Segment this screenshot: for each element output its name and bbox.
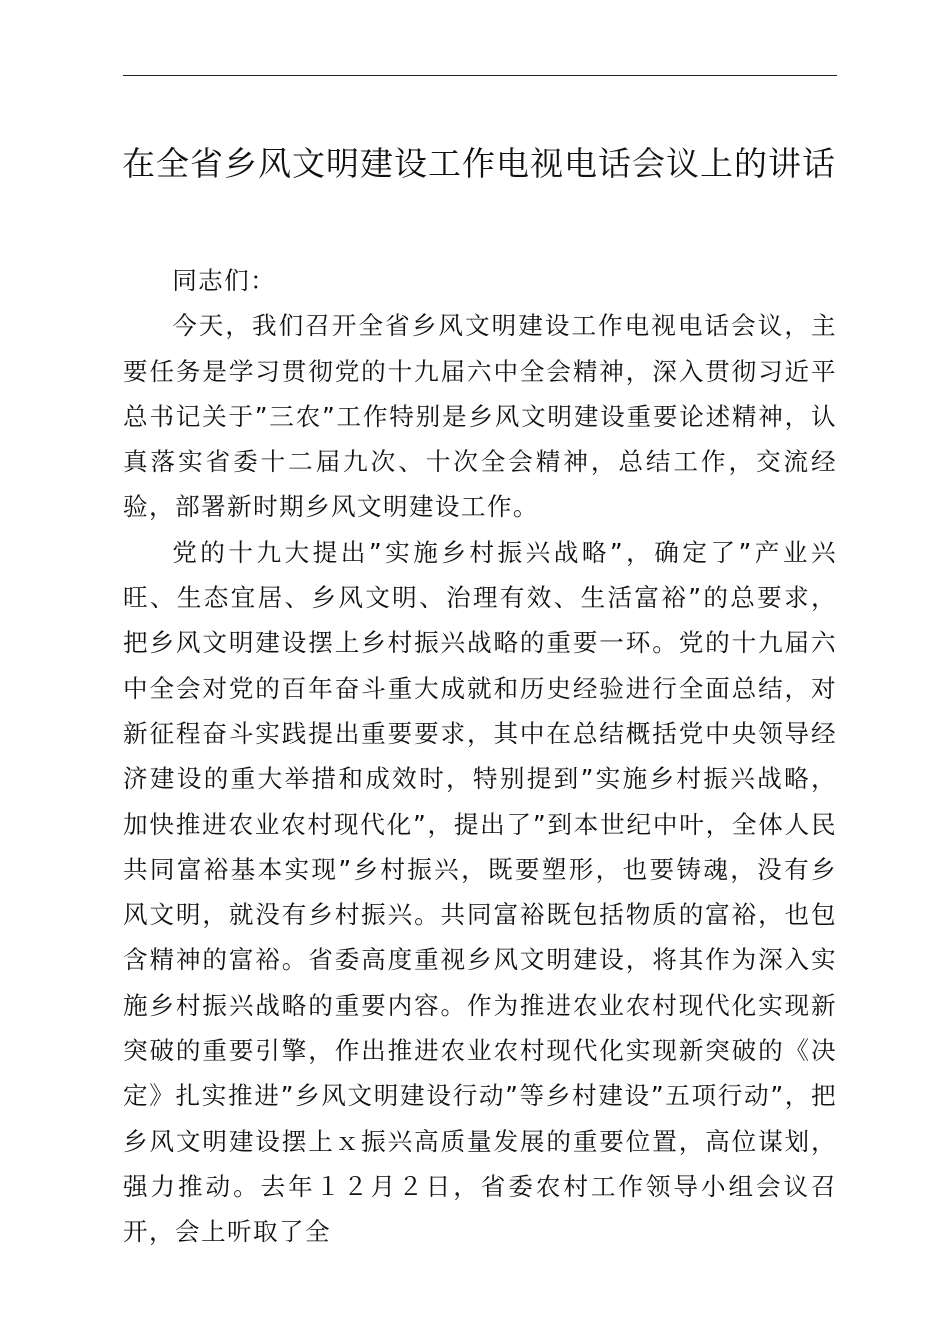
header-rule <box>123 75 837 76</box>
document-title: 在全省乡风文明建设工作电视电话会议上的讲话 <box>122 144 836 183</box>
salutation: 同志们： <box>172 266 277 295</box>
paragraph: 今天，我们召开全省乡风文明建设工作电视电话会议，主要任务是学习贯彻党的十九届六中全会精神，深入贯彻习近平总书记关于”三农”工作特别是乡风文明建设重要论述精神，认真落实省委十二届九次、十次全会精神，总结工作，交流经验，部署新时期乡风文明建设工作。 <box>123 311 837 522</box>
paragraph: 党的十九大提出”实施乡村振兴战略”，确定了”产业兴旺、生态宜居、乡风文明、治理有效、生活富裕”的总要求，把乡风文明建设摆上乡村振兴战略的重要一环。党的十九届六中全会对党的百年奋斗重大成就和历史经验进行全面总结，对新征程奋斗实践提出重要要求，其中在总结概括党中央领导经济建设的重大举措和成效时，特别提到”实施乡村振兴战略，加快推进农业农村现代化”，提出了”到本世纪中叶，全体人民共同富裕基本实现”乡村振兴，既要塑形，也要铸魂，没有乡风文明，就没有乡村振兴。共同富裕既包括物质的富裕，也包含精神的富裕。省委高度重视乡风文明建设，将其作为深入实施乡村振兴战略的重要内容。作为推进农业农村现代化实现新突破的重要引擎，作出推进农业农村现代化实现新突破的《决定》扎实推进”乡风文明建设行动”等乡村建设”五项行动”，把乡风文明建设摆上ｘ振兴高质量发展的重要位置，高位谋划，强力推动。去年１２月２日，省委农村工作领导小组会议召开，会上听取了全 <box>123 537 837 1247</box>
document-body <box>123 258 837 1255</box>
